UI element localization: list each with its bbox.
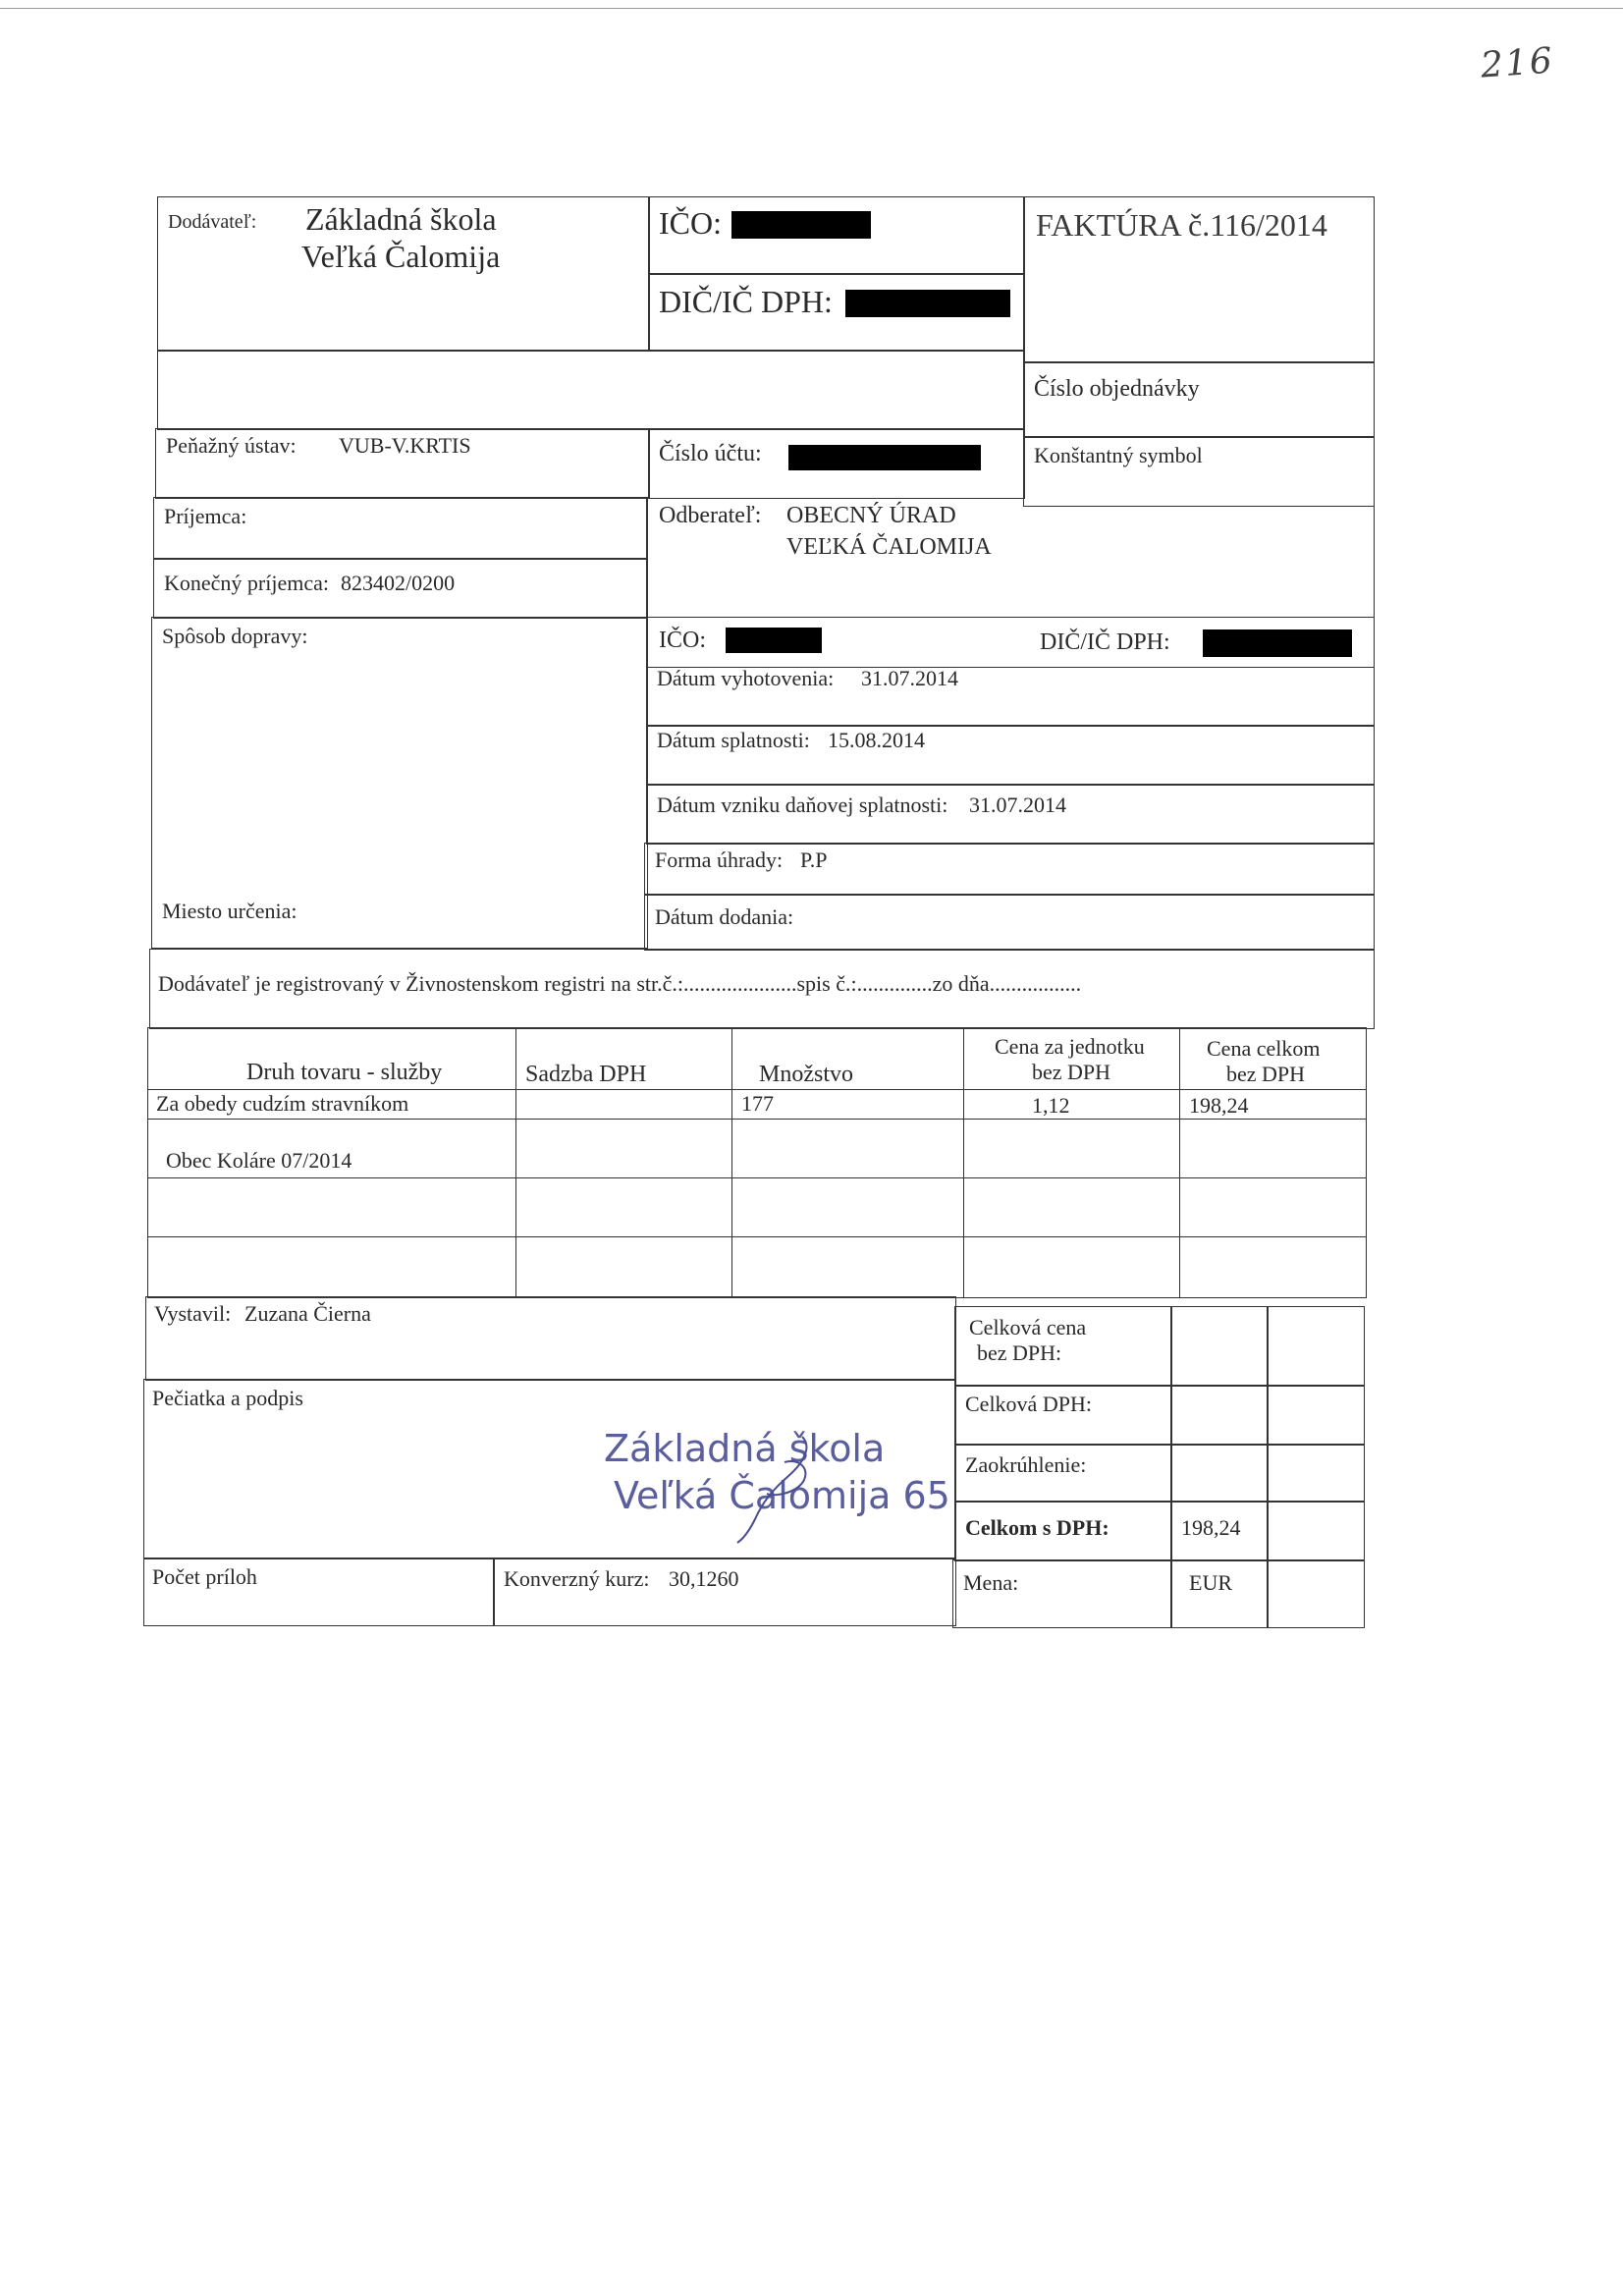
currency-label: Mena: [963, 1570, 1019, 1595]
customer-name-line2: VEĽKÁ ČALOMIJA [786, 534, 992, 560]
table-row-item: Za obedy cudzím stravníkom [156, 1091, 409, 1116]
customer-name-line1: OBECNÝ ÚRAD [786, 503, 956, 528]
col-divider-2 [731, 1028, 732, 1297]
recipient-cell [153, 497, 648, 560]
supplier-label: Dodávateľ: [168, 211, 257, 233]
total-with-vat-extra-cell [1267, 1501, 1365, 1561]
customer-dic-label: DIČ/IČ DPH: [1040, 629, 1170, 655]
stamp-line2: Veľká Čalomija 65 [614, 1474, 950, 1517]
issue-date-cell [646, 666, 1375, 727]
supplier-ico-label: IČO: [659, 205, 722, 241]
total-without-vat-cell [954, 1306, 1172, 1387]
currency-extra-cell [1267, 1559, 1365, 1628]
recipient-label: Príjemca: [164, 504, 247, 528]
conversion-label: Konverzný kurz: [504, 1566, 650, 1591]
total-vat-label: Celková DPH: [965, 1392, 1092, 1416]
final-recipient-cell [153, 558, 648, 619]
row-divider-2 [148, 1119, 1366, 1120]
tax-date-value: 31.07.2014 [969, 793, 1066, 817]
issue-date-value: 31.07.2014 [861, 666, 958, 690]
total-with-vat-cell [954, 1501, 1172, 1561]
header-total-price-sub: bez DPH [1226, 1062, 1306, 1086]
due-date-value: 15.08.2014 [828, 728, 925, 752]
redacted-supplier-dic [845, 290, 1010, 317]
handwritten-page-number: 216 [1479, 40, 1556, 86]
header-total-price: Cena celkom [1207, 1036, 1321, 1061]
row-divider-4 [148, 1236, 1366, 1237]
payment-form-cell [644, 843, 1375, 896]
items-table [147, 1027, 1367, 1298]
total-with-vat-label: Celkom s DPH: [965, 1515, 1109, 1540]
row-divider-1 [148, 1089, 1366, 1090]
stamp-line1: Základná škola [604, 1427, 886, 1470]
header-unit-price-sub: bez DPH [1032, 1060, 1111, 1084]
final-recipient-label: Konečný príjemca: [164, 571, 329, 595]
supplier-cell [157, 196, 650, 352]
customer-label: Odberateľ: [659, 503, 762, 528]
total-vat-value-cell [1170, 1385, 1269, 1446]
tax-date-label: Dátum vzniku daňovej splatnosti: [657, 793, 948, 817]
total-with-vat-value: 198,24 [1181, 1515, 1241, 1540]
table-row-unit: 1,12 [1032, 1093, 1070, 1118]
invoice-title-cell [1023, 196, 1375, 363]
delivery-date-cell [644, 894, 1375, 951]
supplier-name-line2: Veľká Čalomija [301, 239, 501, 274]
due-date-cell [646, 725, 1375, 786]
registry-note-cell [149, 949, 1375, 1029]
supplier-ico-cell [648, 196, 1025, 275]
total-without-vat-label-1: Celková cena [969, 1315, 1087, 1339]
conversion-value: 30,1260 [669, 1566, 739, 1591]
issued-by-value: Zuzana Čierna [244, 1301, 371, 1326]
rounding-value-cell [1170, 1444, 1269, 1503]
signature [694, 1429, 832, 1547]
total-with-vat-value-cell [1170, 1501, 1269, 1561]
supplier-dic-cell [648, 273, 1025, 352]
total-without-vat-value-cell [1170, 1306, 1269, 1387]
destination-label: Miesto určenia: [162, 899, 298, 923]
delivery-date-label: Dátum dodania: [655, 904, 794, 929]
invoice-title: FAKTÚRA č.116/2014 [1036, 207, 1327, 243]
transport-label: Spôsob dopravy: [162, 624, 308, 648]
attachments-cell [143, 1558, 495, 1626]
currency-cell [952, 1559, 1172, 1628]
due-date-label: Dátum splatnosti: [657, 728, 810, 752]
bank-value: VUB-V.KRTIS [339, 433, 471, 458]
stamp-cell [143, 1379, 956, 1559]
conversion-cell [493, 1558, 956, 1626]
table-row-total: 198,24 [1189, 1093, 1249, 1118]
redacted-account-number [788, 445, 981, 470]
total-vat-cell [954, 1385, 1172, 1446]
rounding-label: Zaokrúhlenie: [965, 1452, 1087, 1477]
transport-destination-cell [151, 617, 648, 949]
col-divider-1 [515, 1028, 516, 1297]
header-quantity: Množstvo [759, 1062, 853, 1087]
redacted-customer-dic [1203, 629, 1352, 657]
header-unit-price: Cena za jednotku [995, 1034, 1145, 1059]
row-divider-3 [148, 1177, 1366, 1178]
order-number-label: Číslo objednávky [1034, 376, 1200, 402]
currency-value: EUR [1189, 1570, 1232, 1595]
total-vat-extra-cell [1267, 1385, 1365, 1446]
invoice-form [137, 196, 1377, 1630]
constant-symbol-label: Konštantný symbol [1034, 443, 1203, 467]
supplier-name-line1: Základná škola [305, 201, 497, 237]
stamp-label: Pečiatka a podpis [152, 1386, 303, 1410]
header-item: Druh tovaru - služby [246, 1060, 443, 1085]
redacted-supplier-ico [731, 211, 871, 239]
rounding-extra-cell [1267, 1444, 1365, 1503]
payment-form-label: Forma úhrady: [655, 847, 784, 872]
col-divider-4 [1179, 1028, 1180, 1297]
table-row-qty: 177 [741, 1091, 774, 1116]
rounding-cell [954, 1444, 1172, 1503]
tax-date-cell [646, 784, 1375, 845]
issued-by-cell [145, 1296, 956, 1381]
account-cell [648, 428, 1025, 499]
scan-edge-line [0, 8, 1623, 9]
final-recipient-value: 823402/0200 [341, 571, 456, 595]
table-row-item: Obec Koláre 07/2014 [166, 1148, 352, 1173]
issue-date-label: Dátum vyhotovenia: [657, 666, 835, 690]
header-vat-rate: Sadzba DPH [525, 1062, 647, 1087]
bank-cell [155, 428, 650, 499]
customer-cell [646, 497, 1375, 617]
redacted-customer-ico [726, 628, 822, 653]
issued-by-label: Vystavil: [154, 1301, 232, 1326]
account-label: Číslo účtu: [659, 441, 762, 466]
total-without-vat-label-2: bez DPH: [977, 1340, 1062, 1365]
empty-cell [157, 350, 1025, 430]
supplier-dic-label: DIČ/IČ DPH: [659, 284, 833, 319]
bank-label: Peňažný ústav: [166, 433, 297, 458]
order-number-cell [1023, 361, 1375, 438]
payment-form-value: P.P [800, 847, 828, 872]
currency-value-cell [1170, 1559, 1269, 1628]
attachments-label: Počet príloh [152, 1564, 257, 1589]
customer-ico-label: IČO: [659, 628, 706, 653]
total-without-vat-extra-cell [1267, 1306, 1365, 1387]
customer-ids-cell [646, 617, 1375, 668]
col-divider-3 [963, 1028, 964, 1297]
registry-note: Dodávateľ je registrovaný v Živnostenskom registri na str.č.:.....................spis č.:..............zo dňa................. [158, 971, 1082, 996]
